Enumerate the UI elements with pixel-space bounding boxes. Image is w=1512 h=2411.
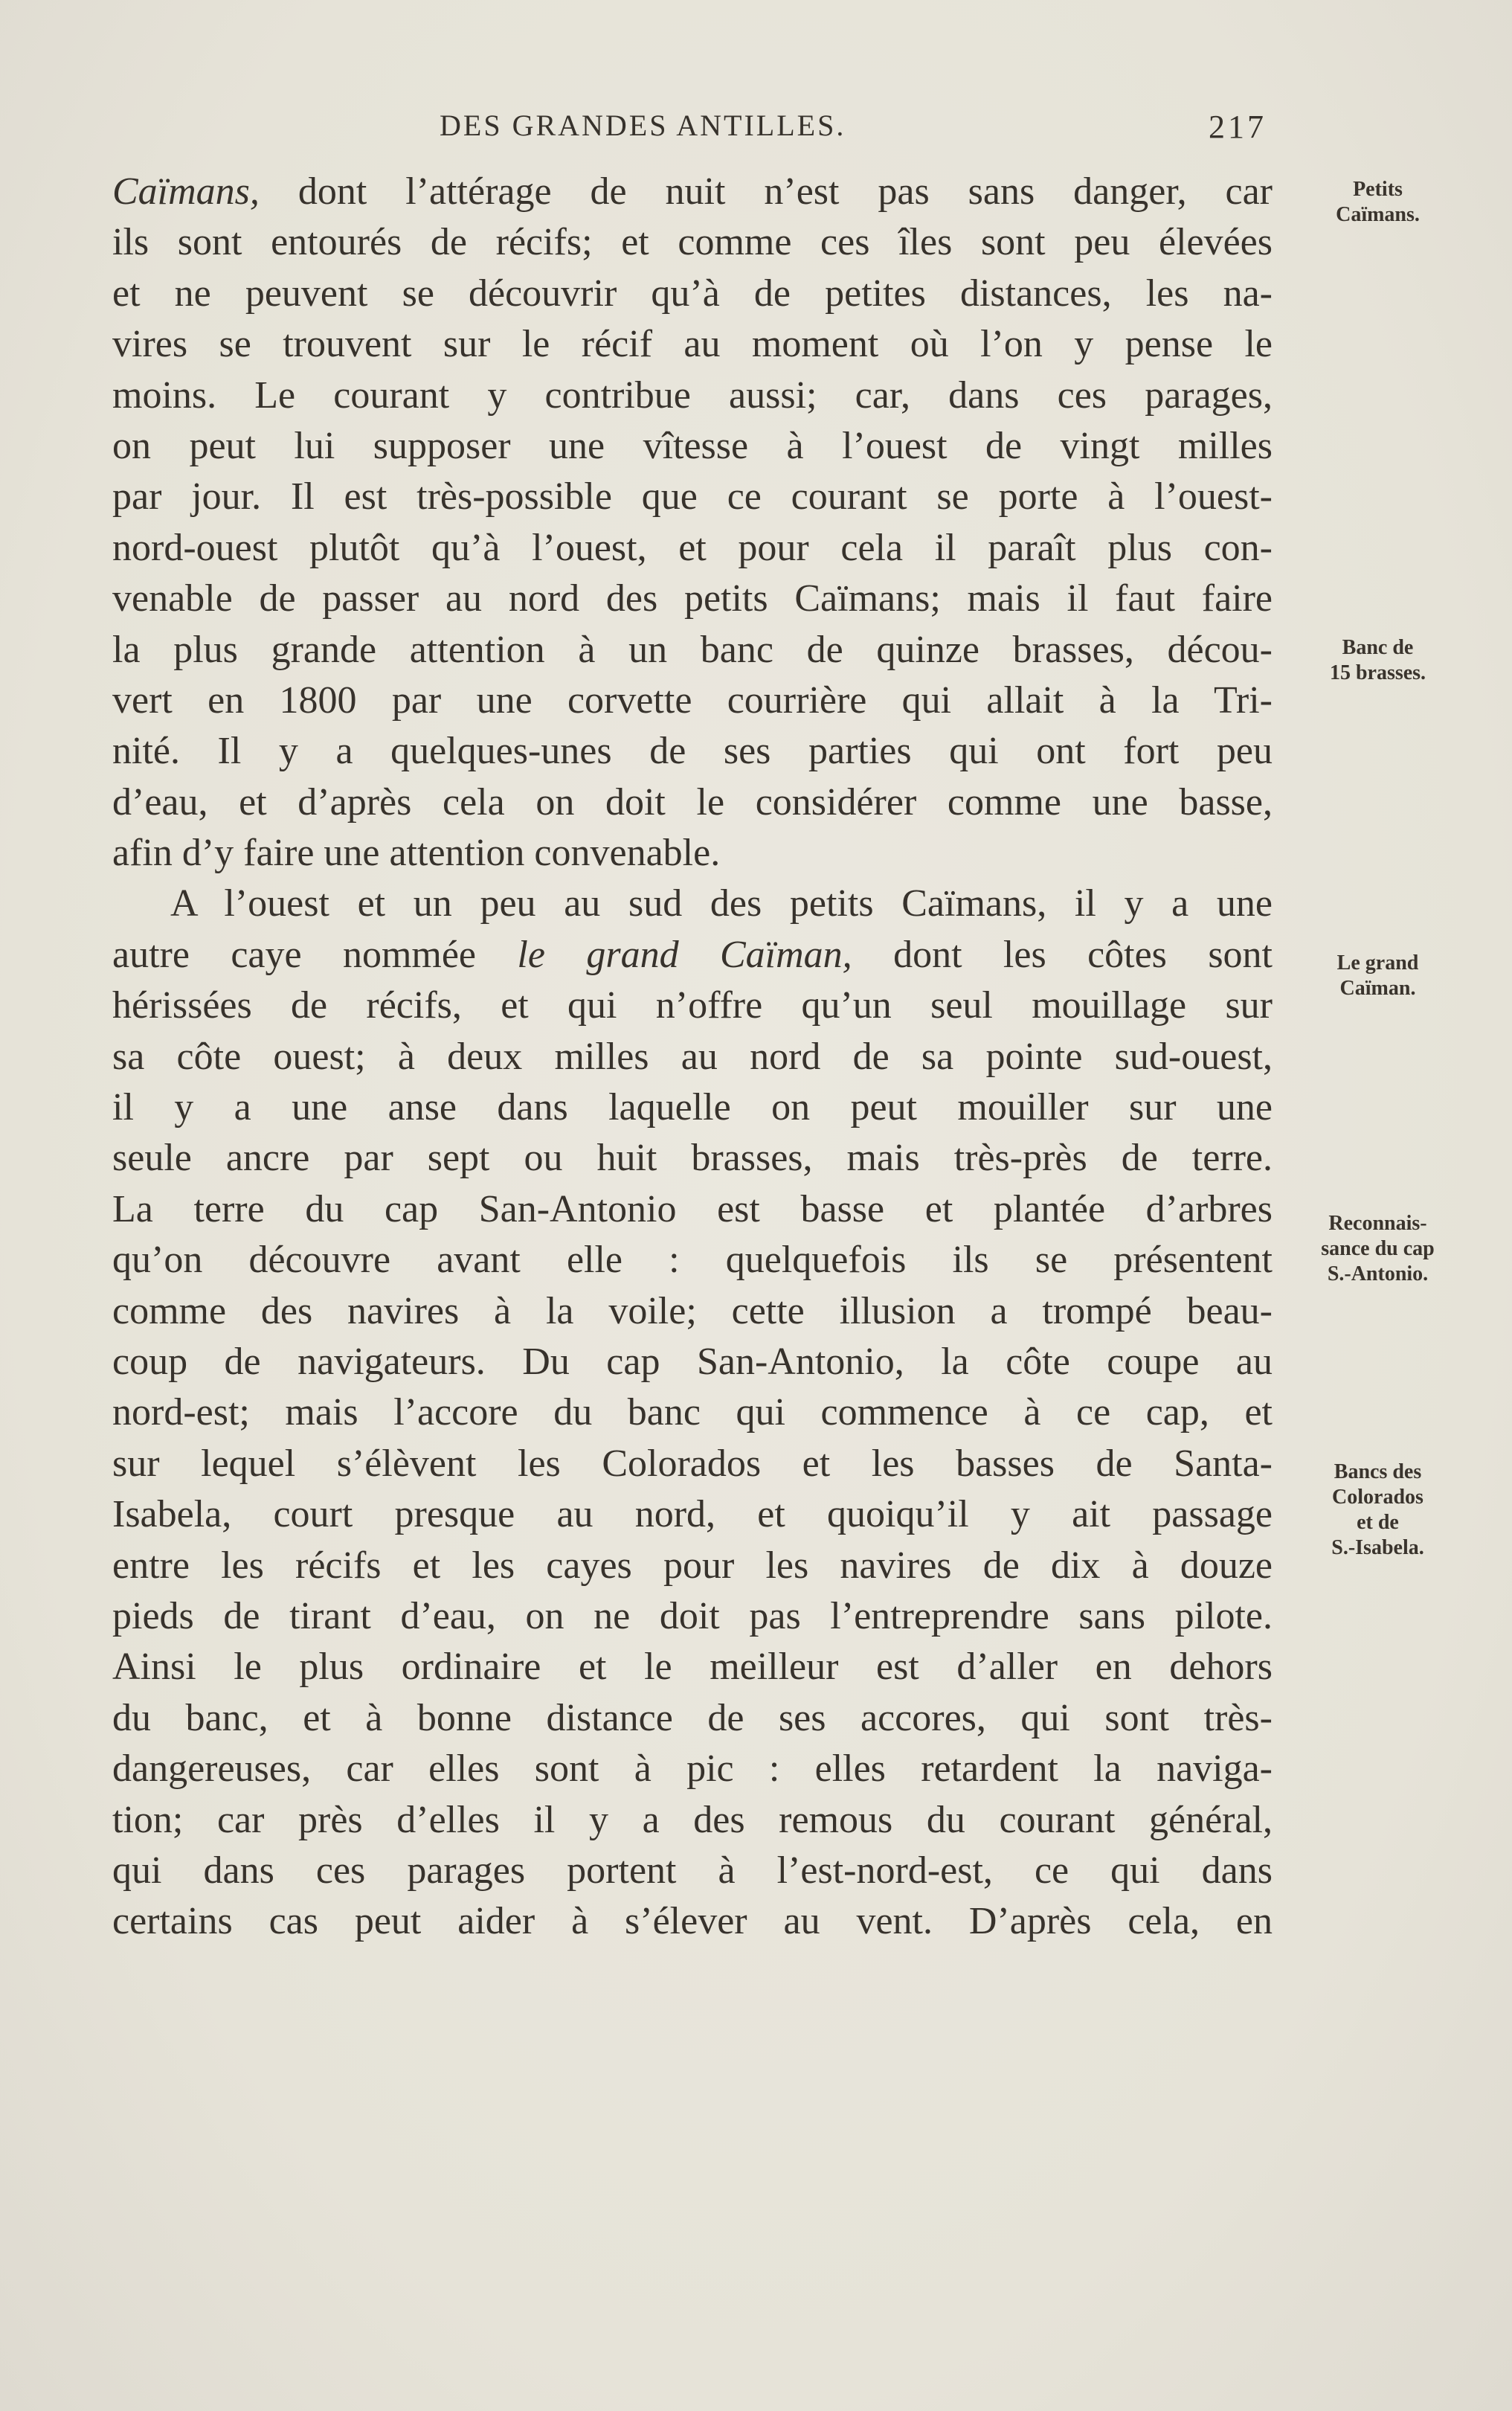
margin-note-line: Caïman. xyxy=(1339,977,1416,1000)
italic-text: le grand Caïman, xyxy=(517,933,852,976)
text-line xyxy=(112,625,1273,675)
text-segment: pieds de tirant d’eau, on ne doit pas l’entreprendre sans pilote. xyxy=(112,1594,1273,1637)
margin-note-line: Petits xyxy=(1353,178,1403,201)
text-line xyxy=(112,1846,1273,1896)
text-line xyxy=(112,726,1273,777)
italic-text: Caïmans, xyxy=(112,170,260,213)
margin-note-line: Colorados xyxy=(1332,1486,1423,1509)
text-segment: entre les récifs et les cayes pour les navires de dix à douze xyxy=(112,1544,1273,1587)
text-line xyxy=(112,523,1273,574)
text-segment: qui dans ces parages portent à l’est-nord-est, ce qui dans xyxy=(112,1849,1273,1892)
text-line xyxy=(112,675,1273,726)
text-line xyxy=(112,1439,1273,1489)
margin-note-line: et de xyxy=(1357,1511,1399,1534)
text-segment: certains cas peut aider à s’élever au vent. D’après cela, en xyxy=(112,1900,1273,1943)
text-segment: nord-ouest plutôt qu’à l’ouest, et pour cela il paraît plus con- xyxy=(112,526,1273,569)
text-segment: dont l’attérage de nuit n’est pas sans danger, car xyxy=(259,170,1273,213)
margin-note-line: S.-Isabela. xyxy=(1331,1536,1424,1559)
text-segment: dangereuses, car elles sont à pic : elles retardent la naviga- xyxy=(112,1747,1273,1791)
margin-note xyxy=(1298,635,1458,686)
text-segment: sa côte ouest; à deux milles au nord de sa pointe sud-ouest, xyxy=(112,1035,1273,1078)
text-line xyxy=(112,370,1273,421)
margin-note xyxy=(1298,1211,1458,1287)
text-segment: comme des navires à la voile; cette illusion a trompé beau- xyxy=(112,1289,1273,1332)
text-line xyxy=(112,1693,1273,1744)
text-line xyxy=(112,1744,1273,1794)
body-text xyxy=(112,167,1273,1948)
text-segment: vires se trouvent sur le récif au moment où l’on y pense le xyxy=(112,323,1273,366)
text-segment: dont les côtes sont xyxy=(852,933,1273,976)
text-line xyxy=(112,269,1273,319)
text-segment: La terre du cap San-Antonio est basse et plantée d’arbres xyxy=(112,1187,1273,1230)
text-segment: la plus grande attention à un banc de quinze brasses, décou- xyxy=(112,628,1273,671)
text-line xyxy=(112,777,1273,828)
text-segment: d’eau, et d’après cela on doit le considérer comme une basse, xyxy=(112,780,1273,824)
text-segment: qu’on découvre avant elle : quelquefois ils se présentent xyxy=(112,1239,1273,1282)
text-segment: par jour. Il est très-possible que ce courant se porte à l’ouest- xyxy=(112,475,1273,519)
text-line xyxy=(112,1489,1273,1540)
text-segment: vert en 1800 par une corvette courrière qui allait à la Tri- xyxy=(112,678,1273,722)
margin-note xyxy=(1298,177,1458,228)
text-segment: nord-est; mais l’accore du banc qui commence à ce cap, et xyxy=(112,1391,1273,1434)
text-segment: afin d’y faire une attention convenable. xyxy=(112,832,721,875)
text-line xyxy=(112,167,1273,217)
text-segment: seule ancre par sept ou huit brasses, mais très-près de terre. xyxy=(112,1137,1273,1180)
text-line xyxy=(112,1133,1273,1184)
text-segment: ils sont entourés de récifs; et comme ces îles sont peu élevées xyxy=(112,221,1273,264)
margin-note-line: 15 brasses. xyxy=(1329,661,1426,684)
text-line xyxy=(112,319,1273,370)
text-line xyxy=(112,574,1273,624)
text-segment: du banc, et à bonne distance de ses accores, qui sont très- xyxy=(112,1696,1273,1739)
margin-note-line: Bancs des xyxy=(1334,1460,1422,1483)
text-line xyxy=(112,1896,1273,1947)
text-line xyxy=(112,1541,1273,1591)
text-line xyxy=(112,1795,1273,1846)
margin-note xyxy=(1298,951,1458,1001)
text-segment: autre caye nommée xyxy=(112,933,518,976)
margin-note-line: Le grand xyxy=(1336,951,1419,975)
text-segment: A l’ouest et un peu au sud des petits Caïmans, il y a une xyxy=(170,882,1273,925)
text-segment: moins. Le courant y contribue aussi; car, dans ces parages, xyxy=(112,373,1273,417)
text-line xyxy=(112,1337,1273,1387)
running-head xyxy=(112,108,1273,153)
margin-note-line: S.-Antonio. xyxy=(1327,1262,1429,1285)
text-line xyxy=(112,1184,1273,1235)
margin-note-line: sance du cap xyxy=(1321,1237,1435,1260)
text-line xyxy=(112,1642,1273,1692)
text-segment: coup de navigateurs. Du cap San-Antonio, la côte coupe au xyxy=(112,1340,1273,1383)
text-line xyxy=(112,1387,1273,1438)
text-line xyxy=(112,980,1273,1031)
text-segment: nité. Il y a quelques-unes de ses parties qui ont fort peu xyxy=(112,730,1273,773)
page-number: 217 xyxy=(1209,109,1267,145)
text-line xyxy=(112,1082,1273,1133)
text-segment: hérissées de récifs, et qui n’offre qu’un seul mouillage sur xyxy=(112,984,1273,1027)
text-segment: Ainsi le plus ordinaire et le meilleur est d’aller en dehors xyxy=(112,1646,1273,1689)
text-segment: tion; car près d’elles il y a des remous du courant général, xyxy=(112,1798,1273,1841)
text-line xyxy=(112,421,1273,472)
text-line xyxy=(112,472,1273,522)
text-segment: venable de passer au nord des petits Caïmans; mais il faut faire xyxy=(112,577,1273,620)
running-title: DES GRANDES ANTILLES. xyxy=(440,109,846,142)
margin-note-line: Banc de xyxy=(1342,636,1414,659)
text-segment: sur lequel s’élèvent les Colorados et les basses de Santa- xyxy=(112,1442,1273,1485)
text-line xyxy=(112,1032,1273,1082)
margin-note xyxy=(1298,1460,1458,1561)
text-line xyxy=(112,217,1273,268)
margin-note-line: Caïmans. xyxy=(1336,203,1420,226)
text-segment: et ne peuvent se découvrir qu’à de petites distances, les na- xyxy=(112,272,1273,315)
text-line xyxy=(112,930,1273,980)
text-segment: Isabela, court presque au nord, et quoiqu’il y ait passage xyxy=(112,1493,1273,1536)
text-line xyxy=(112,1235,1273,1285)
text-segment: il y a une anse dans laquelle on peut mouiller sur une xyxy=(112,1086,1273,1129)
text-line xyxy=(112,1591,1273,1642)
margin-note-line: Reconnais- xyxy=(1328,1212,1427,1235)
text-segment: on peut lui supposer une vîtesse à l’ouest de vingt milles xyxy=(112,424,1273,467)
text-line xyxy=(112,828,1273,879)
text-line xyxy=(112,1286,1273,1337)
text-line xyxy=(112,879,1273,929)
